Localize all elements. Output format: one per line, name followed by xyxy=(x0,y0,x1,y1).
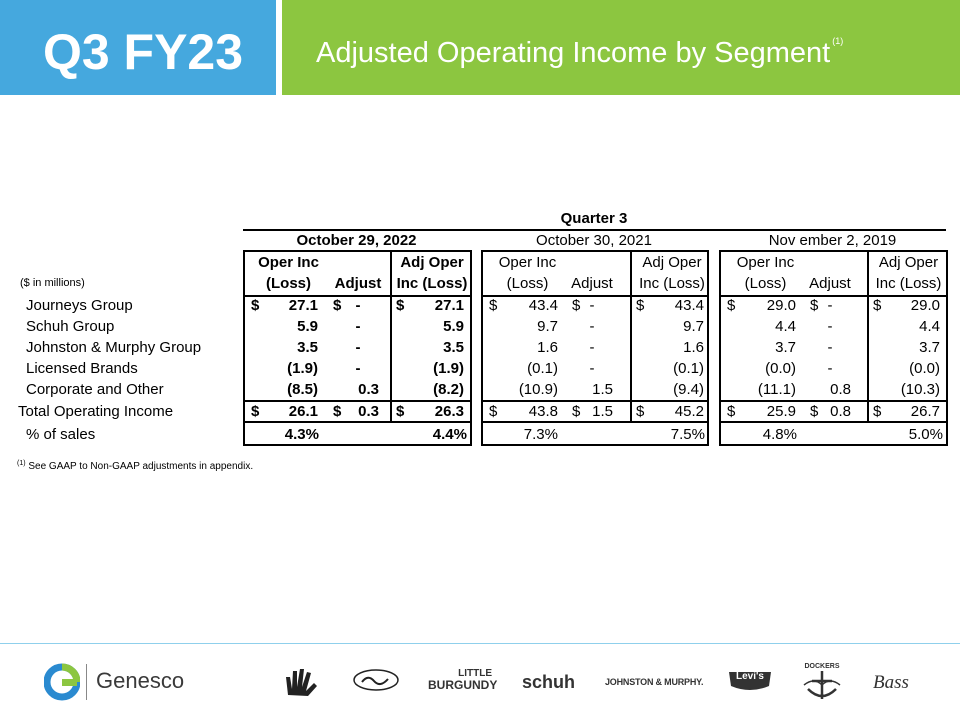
currency-symbol: $ xyxy=(727,297,736,314)
footnote xyxy=(17,460,253,472)
adj-oper-value: 4.4 xyxy=(919,318,940,335)
journeys-kidz-logo xyxy=(352,668,400,694)
currency-symbol: $ xyxy=(636,297,645,314)
adjust-value: - xyxy=(589,297,595,314)
oper-inc-value: (10.9) xyxy=(518,381,558,398)
burgundy-word: BURGUNDY xyxy=(428,678,498,692)
adjust-value: 0.8 xyxy=(830,381,851,398)
bass-logo: Bass xyxy=(873,672,909,693)
oper-inc-value: (0.0) xyxy=(765,360,796,377)
slide-title xyxy=(316,36,843,70)
oper-inc-value: (11.1) xyxy=(757,381,796,398)
footnote-text: See GAAP to Non-GAAP adjustments in appendix. xyxy=(28,461,254,472)
currency-symbol: $ xyxy=(396,297,405,314)
adjust-value: - xyxy=(355,318,361,335)
col-header-oper: (Loss) xyxy=(266,275,311,292)
currency-symbol: $ xyxy=(572,297,581,314)
quarter-label: Q3 FY23 xyxy=(42,24,244,80)
adj-oper-value: 5.9 xyxy=(443,318,464,335)
currency-symbol: $ xyxy=(810,297,819,314)
adj-oper-value: 9.7 xyxy=(683,318,704,335)
oper-inc-value: (0.1) xyxy=(527,360,558,377)
pct-bottom-rule xyxy=(243,444,470,446)
schuh-logo: schuh xyxy=(522,672,576,692)
segment-row-label: Journeys Group xyxy=(26,297,133,314)
col-header-adj: Adj Oper xyxy=(878,254,939,271)
journeys-logo xyxy=(280,665,326,691)
currency-symbol: $ xyxy=(333,403,342,420)
currency-symbol: $ xyxy=(636,403,645,420)
oper-inc-value: 5.9 xyxy=(297,318,318,335)
segment-row-label: Corporate and Other xyxy=(26,381,164,398)
currency-symbol: $ xyxy=(251,403,260,420)
period-header-rule xyxy=(481,250,707,252)
adj-oper-value: (10.3) xyxy=(900,381,940,398)
total-top-rule xyxy=(243,400,470,402)
slide-title-text: Adjusted Operating Income by Segment xyxy=(316,37,831,69)
adj-pct-of-sales-value: 5.0% xyxy=(908,426,943,443)
oper-inc-value: 43.8 xyxy=(528,403,558,420)
genesco-g-logo-icon xyxy=(44,663,80,701)
currency-symbol: $ xyxy=(810,403,819,420)
currency-symbol: $ xyxy=(251,297,260,314)
journeys-hand-icon xyxy=(280,665,326,697)
adj-oper-value: (0.0) xyxy=(909,360,940,377)
adjust-value: 1.5 xyxy=(592,403,613,420)
adj-oper-value: (8.2) xyxy=(433,381,464,398)
segment-row-label: Schuh Group xyxy=(26,318,115,335)
dockers-logo xyxy=(800,663,844,689)
col-header-oper: (Loss) xyxy=(744,275,787,292)
adjust-value: - xyxy=(589,318,595,335)
adjust-value: - xyxy=(355,339,361,356)
total-bottom-rule xyxy=(243,421,470,423)
adj-oper-value: (9.4) xyxy=(673,381,704,398)
pct-bottom-rule xyxy=(481,444,707,446)
adjust-value: 0.3 xyxy=(358,403,379,420)
adj-pct-of-sales-value: 4.4% xyxy=(432,426,467,443)
col-header-adj: Inc (Loss) xyxy=(396,275,468,292)
oper-inc-value: 43.4 xyxy=(528,297,558,314)
adjust-value: - xyxy=(355,297,361,314)
oper-inc-value: 26.1 xyxy=(288,403,318,420)
genesco-wordmark: Genesco xyxy=(96,668,185,693)
pct-bottom-rule xyxy=(719,444,946,446)
currency-symbol: $ xyxy=(396,403,405,420)
oper-inc-value: 27.1 xyxy=(288,297,318,314)
dockers-word: DOCKERS xyxy=(804,663,840,670)
footer-rule xyxy=(0,643,960,644)
oper-inc-value: 3.5 xyxy=(297,339,318,356)
oper-inc-value: 1.6 xyxy=(537,339,558,356)
adjust-value: 1.5 xyxy=(592,381,613,398)
segment-row-label: Licensed Brands xyxy=(26,360,138,377)
adjust-value: - xyxy=(589,360,595,377)
johnston-murphy-logo: JOHNSTON & MURPHY. xyxy=(605,677,704,687)
col-header-oper: Oper Inc xyxy=(736,254,795,271)
total-bottom-rule xyxy=(719,421,946,423)
oper-inc-value: 29.0 xyxy=(766,297,796,314)
pct-of-sales-value: 4.3% xyxy=(284,426,319,443)
adj-oper-value: 26.3 xyxy=(434,403,464,420)
total-row-label: Total Operating Income xyxy=(18,403,174,420)
pct-of-sales-value: 4.8% xyxy=(762,426,797,443)
levis-word: Levi's xyxy=(736,671,764,682)
adjust-value: - xyxy=(827,339,833,356)
currency-symbol: $ xyxy=(873,297,882,314)
adjust-value: - xyxy=(827,318,833,335)
title-footnote-mark: (1) xyxy=(832,36,844,46)
col-header-adj: Inc (Loss) xyxy=(875,275,942,292)
pct-of-sales-value: 7.3% xyxy=(523,426,558,443)
period-header: Nov ember 2, 2019 xyxy=(768,232,897,249)
col-header-adjust: Adjust xyxy=(571,275,613,292)
adjust-value: - xyxy=(827,360,833,377)
footnote-mark: (1) xyxy=(17,460,26,467)
adj-oper-value: 1.6 xyxy=(683,339,704,356)
quarter-header: Quarter 3 xyxy=(560,210,628,227)
pct-row-label: % of sales xyxy=(26,426,96,443)
total-top-rule xyxy=(481,400,707,402)
adj-oper-value: 3.5 xyxy=(443,339,464,356)
oper-inc-value: 25.9 xyxy=(766,403,796,420)
col-header-oper: Oper Inc xyxy=(498,254,557,271)
adj-oper-value: 26.7 xyxy=(910,403,940,420)
adj-oper-value: (1.9) xyxy=(433,360,464,377)
total-bottom-rule xyxy=(481,421,707,423)
period-header-rule xyxy=(243,250,470,252)
period-header: October 30, 2021 xyxy=(536,232,652,249)
segment-row-label: Johnston & Murphy Group xyxy=(26,339,202,356)
total-top-rule xyxy=(719,400,946,402)
currency-symbol: $ xyxy=(727,403,736,420)
oper-inc-value: (1.9) xyxy=(287,360,318,377)
col-header-oper: Oper Inc xyxy=(258,254,319,271)
adj-oper-value: (0.1) xyxy=(673,360,704,377)
currency-symbol: $ xyxy=(572,403,581,420)
period-header: October 29, 2022 xyxy=(296,232,417,249)
footer-divider xyxy=(86,664,87,700)
adjust-value: 0.3 xyxy=(358,381,379,398)
col-header-adjust: Adjust xyxy=(334,275,382,292)
period-header-rule xyxy=(719,250,946,252)
oper-inc-value: 9.7 xyxy=(537,318,558,335)
units-label: ($ in millions) xyxy=(20,277,85,289)
col-header-adj: Inc (Loss) xyxy=(639,275,705,292)
little-word: LITTLE xyxy=(458,668,492,679)
col-header-adj: Adj Oper xyxy=(400,254,464,271)
adjust-value: - xyxy=(355,360,361,377)
oper-inc-value: 3.7 xyxy=(775,339,796,356)
adj-pct-of-sales-value: 7.5% xyxy=(670,426,705,443)
little-burgundy-logo xyxy=(428,668,498,692)
adjust-value: 0.8 xyxy=(830,403,851,420)
adj-oper-value: 27.1 xyxy=(434,297,464,314)
col-header-adjust: Adjust xyxy=(809,275,851,292)
col-header-oper: (Loss) xyxy=(506,275,549,292)
currency-symbol: $ xyxy=(489,403,498,420)
adj-oper-value: 43.4 xyxy=(674,297,704,314)
currency-symbol: $ xyxy=(333,297,342,314)
journeys-kidz-oval-icon xyxy=(352,668,400,692)
adj-oper-value: 3.7 xyxy=(919,339,940,356)
col-header-adj: Adj Oper xyxy=(642,254,702,271)
adjust-value: - xyxy=(589,339,595,356)
adj-oper-value: 45.2 xyxy=(674,403,704,420)
currency-symbol: $ xyxy=(489,297,498,314)
oper-inc-value: 4.4 xyxy=(775,318,796,335)
oper-inc-value: (8.5) xyxy=(287,381,318,398)
currency-symbol: $ xyxy=(873,403,882,420)
adjust-value: - xyxy=(827,297,833,314)
adj-oper-value: 29.0 xyxy=(910,297,940,314)
